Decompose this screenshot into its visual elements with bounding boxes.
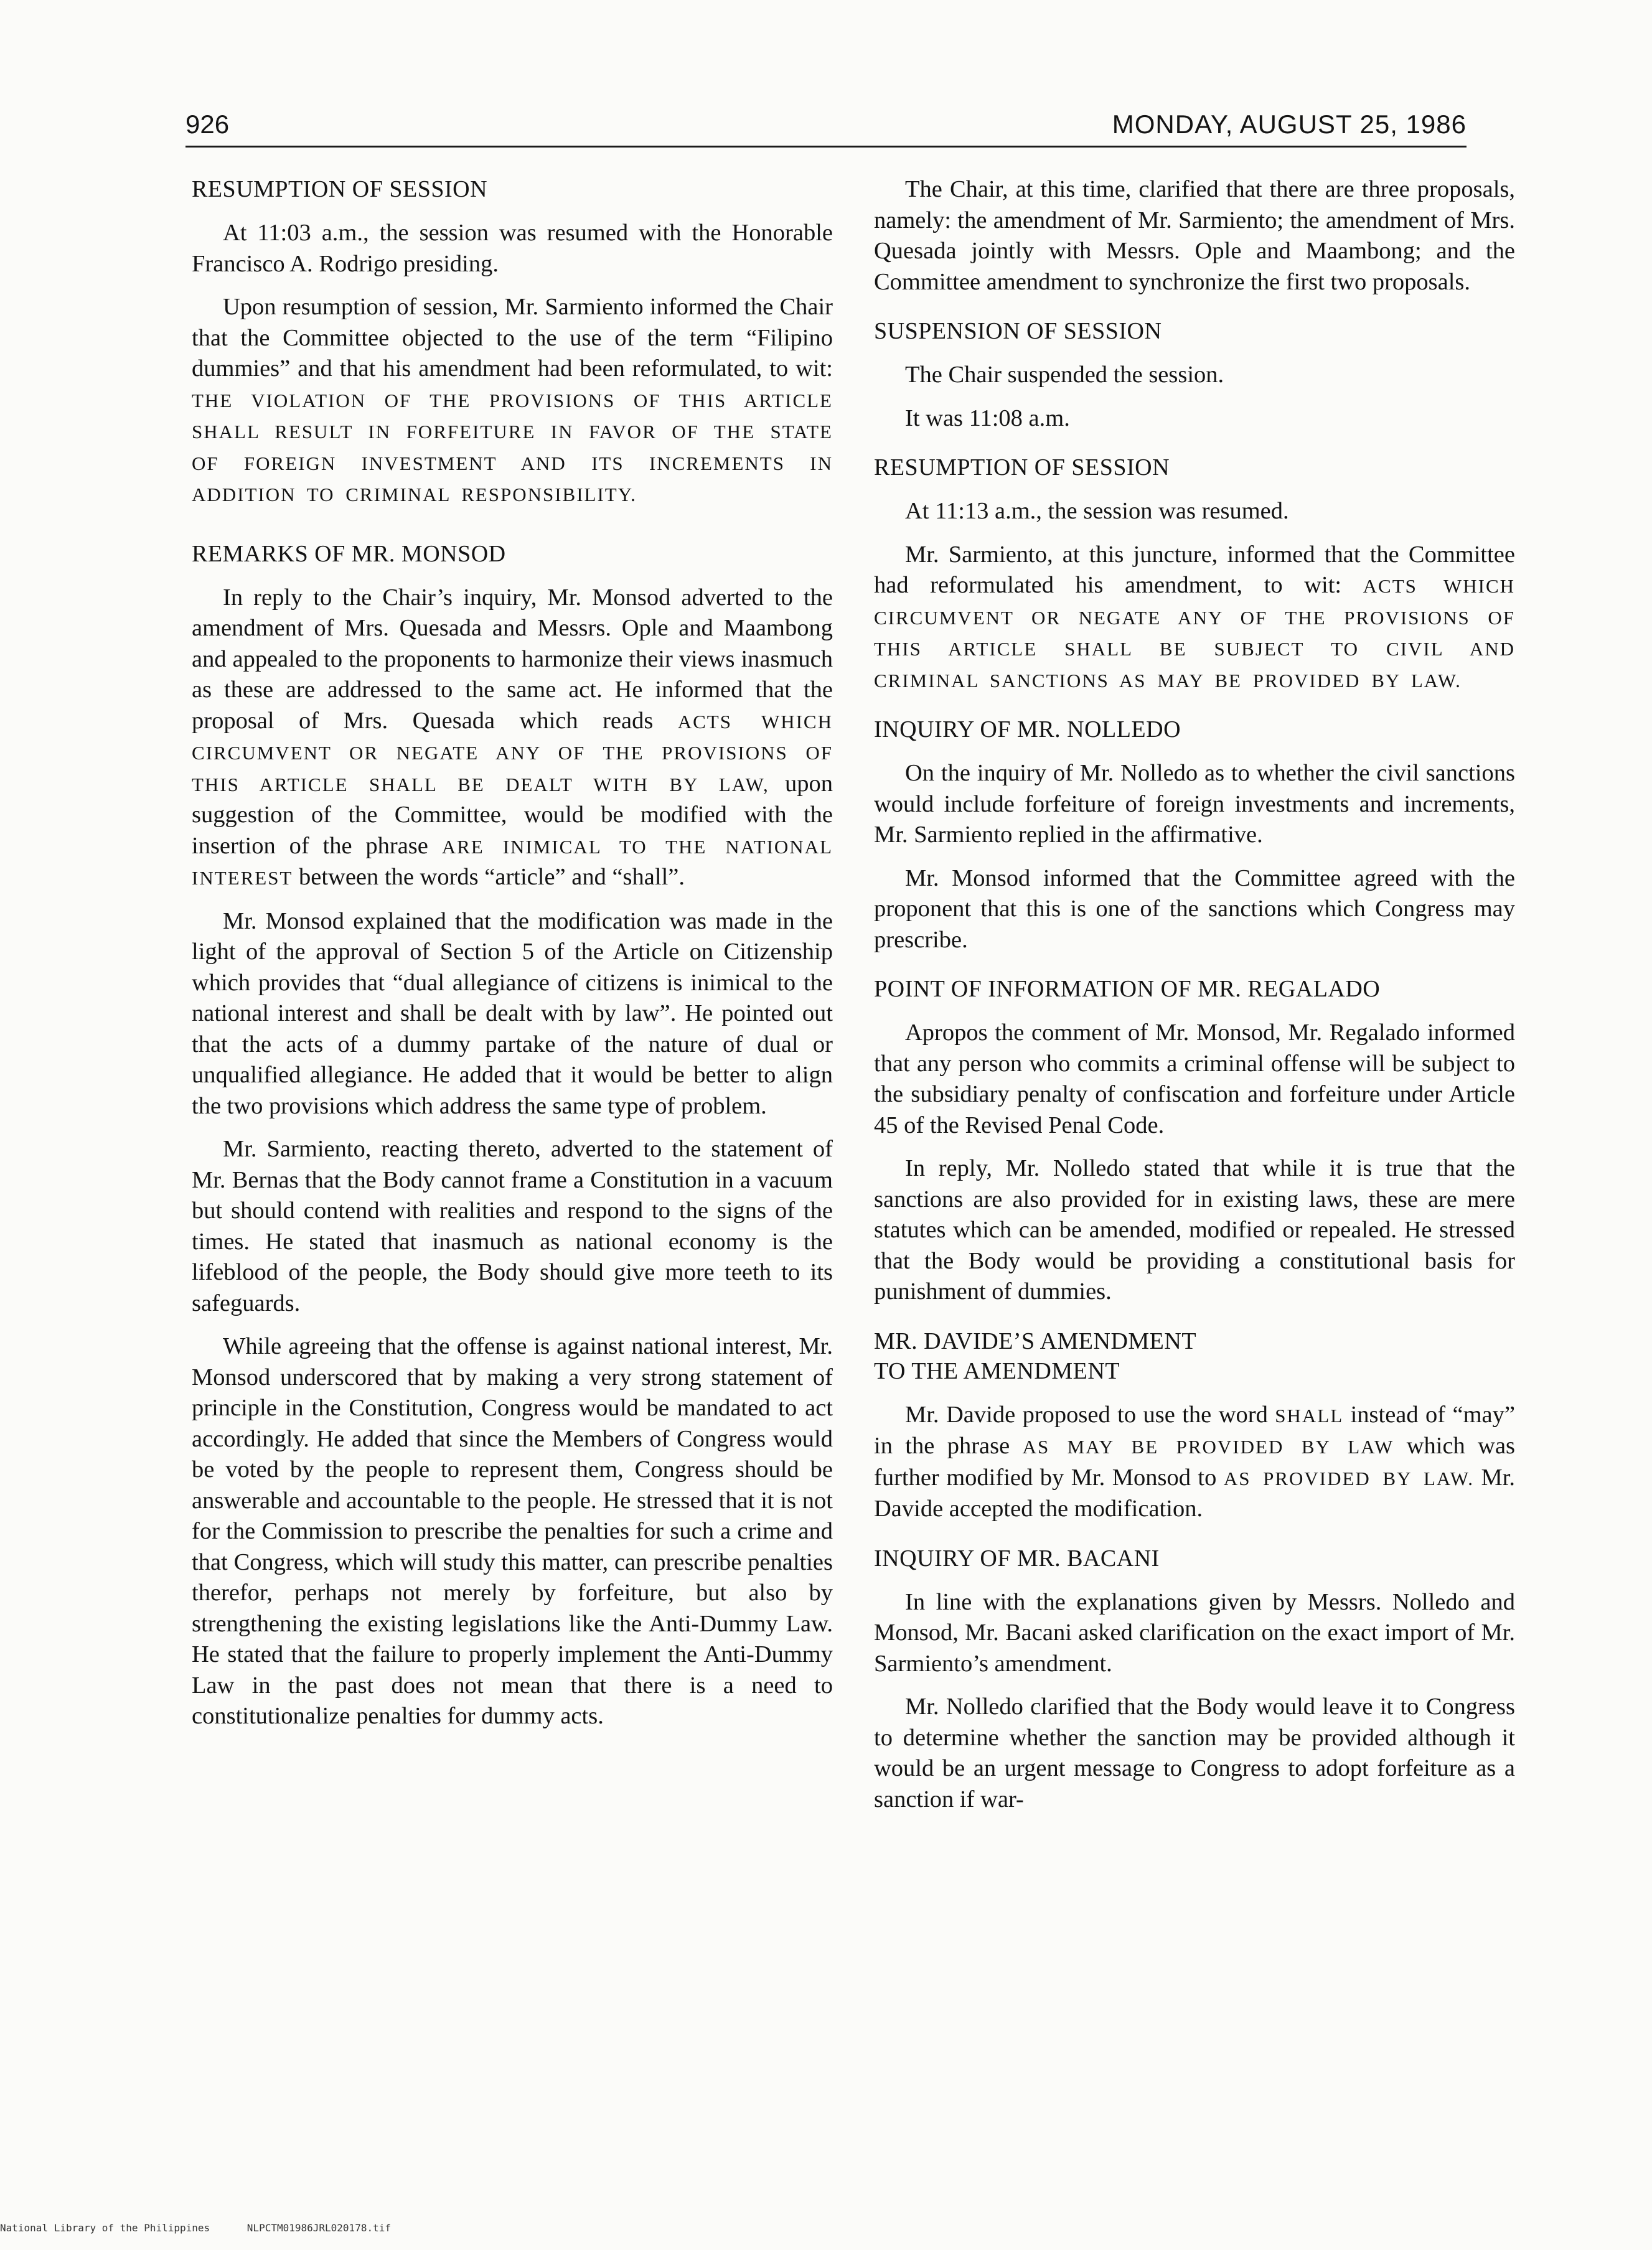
page-number: 926 [185,110,230,139]
amendment-text: ACTS WHICH CIRCUMVENT OR NEGATE ANY OF THE PROVISIONS OF THIS ARTICLE SHALL BE DEALT WITH BY LAW, [192,710,833,795]
paragraph-text: Mr. Davide proposed to use the word [905,1401,1268,1428]
section-remarks-monsod [192,539,833,1732]
amendment-text: SHALL [1275,1404,1344,1427]
paragraph [874,540,1515,696]
paragraph-text: upon suggestion of the Committee, would be modified with the insertion of the phrase [192,770,833,859]
amendment-text: AS MAY BE PROVIDED BY LAW [1022,1436,1394,1458]
right-column [874,174,1515,1844]
paragraph: Mr. Monsod informed that the Committee agreed with the proponent that this is one of the sanctions which Congress may prescribe. [874,865,1515,953]
paragraph: The Chair, at this time, clarified that there are three proposals, namely: the amendment of Mr. Sarmiento; the amendment of Mrs. Quesada jointly with Messrs. Ople and Maambong; and the Committee amendment to synchronize the first two proposals. [874,176,1515,295]
paragraph-text: Upon resumption of session, Mr. Sarmiento informed the Chair that the Committee objected to the use of the term “Filipino dummies” and that his amendment had been reformulated, to wit: [192,294,833,382]
paragraph-text: between the words “article” and “shall”. [299,864,685,890]
section-heading: SUSPENSION OF SESSION [874,318,1162,344]
amendment-text: ARE INIMICAL TO THE NATIONAL INTEREST [192,835,833,889]
heading-line: TO THE AMENDMENT [874,1357,1120,1384]
section-suspension-of-session [874,316,1515,434]
paragraph: At 11:13 a.m., the session was resumed. [905,498,1289,524]
scan-filename: NLPCTM01986JRL020178.tif [246,2222,391,2234]
left-column [192,174,833,1761]
paragraph [192,583,833,894]
paragraph: Mr. Nolledo clarified that the Body would leave it to Congress to determine whether the sanction may be provided although it would be an urgent message to Congress to adopt forfeiture as a sanction if war- [874,1694,1515,1812]
paragraph-text: Mr. Davide accepted the modification. [874,1464,1515,1522]
section-heading: POINT OF INFORMATION OF MR. REGALADO [874,976,1381,1002]
paragraph-text: Mr. Sarmiento, at this juncture, informed that the Committee had reformulated his amendment, to wit: [874,541,1515,598]
page-header [185,105,1467,148]
paragraph [192,292,833,510]
amendment-text: ACTS WHICH CIRCUMVENT OR NEGATE ANY OF THE PROVISIONS OF THIS ARTICLE SHALL BE SUBJECT TO CIVIL AND CRIMINAL SANCTIONS AS MAY BE PROVIDED BY LAW. [874,575,1516,691]
section-heading: RESUMPTION OF SESSION [874,454,1170,480]
paragraph-text: instead of “may” in the phrase [874,1401,1515,1459]
section-inquiry-nolledo [874,715,1515,955]
paragraph: The Chair suspended the session. [905,362,1224,388]
section-resumption-of-session-2 [874,452,1515,696]
paragraph: In line with the explanations given by Messrs. Nolledo and Monsod, Mr. Bacani asked clarification on the exact import of Mr. Sarmiento’s amendment. [874,1588,1515,1677]
heading-line: MR. DAVIDE’S AMENDMENT [874,1328,1197,1354]
paragraph-text: In reply to the Chair’s inquiry, Mr. Monsod adverted to the amendment of Mrs. Quesada and Messrs. Ople and Maambong and appealed to the proponents to harmonize their views inasmuch as these are addressed to the same act. He informed that the proposal of Mrs. Quesada which reads [192,584,833,734]
library-credit: National Library of the Philippines [0,2222,210,2234]
paragraph-text: which was further modified by Mr. Monsod to [874,1433,1516,1491]
amendment-text: THE VIOLATION OF THE PROVISIONS OF THIS ARTICLE SHALL RESULT IN FORFEITURE IN FAVOR OF THE STATE OF FOREIGN INVESTMENT AND ITS INCREMENTS IN ADDITION TO CRIMINAL RESPONSIBILITY. [192,389,833,505]
paragraph: Mr. Monsod explained that the modification was made in the light of the approval of Section 5 of the Article on Citizenship which provides that “dual allegiance of citizens is inimical to the national interest and shall be dealt with by law”. He pointed out that the acts of a dummy partake of the nature of dual or unqualified allegiance. He added that it would be better to align the two provisions which address the same type of problem. [192,907,833,1119]
section-inquiry-bacani [874,1544,1515,1816]
paragraph [874,1400,1515,1525]
paragraph: At 11:03 a.m., the session was resumed with the Honorable Francisco A. Rodrigo presiding. [192,220,833,277]
amendment-text: AS PROVIDED BY LAW. [1223,1467,1474,1489]
section-heading: INQUIRY OF MR. NOLLEDO [874,716,1181,743]
page-date: MONDAY, AUGUST 25, 1986 [1112,110,1467,139]
section-heading: INQUIRY OF MR. BACANI [874,1545,1160,1572]
section-point-of-information-regalado [874,974,1515,1308]
scan-footer [0,2222,422,2234]
section-heading: REMARKS OF MR. MONSOD [192,540,506,567]
section-heading [874,1326,1515,1386]
paragraph: It was 11:08 a.m. [905,405,1070,431]
continuation-block [874,174,1515,298]
paragraph: Apropos the comment of Mr. Monsod, Mr. Regalado informed that any person who commits a criminal offense will be subject to the subsidiary penalty of confiscation and forfeiture under Article 45 of the Revised Penal Code. [874,1020,1515,1138]
paragraph: On the inquiry of Mr. Nolledo as to whether the civil sanctions would include forfeiture of foreign investments and increments, Mr. Sarmiento replied in the affirmative. [874,760,1515,848]
section-heading: RESUMPTION OF SESSION [192,176,488,202]
paragraph: While agreeing that the offense is against national interest, Mr. Monsod underscored that by making a very strong statement of principle in the Constitution, Congress would be mandated to act accordingly. He added that since the Members of Congress would be voted by the people to represent them, Congress should be answerable and accountable to the people. He stressed that it is not for the Commission to prescribe the penalties for such a crime and that Congress, which will study this matter, can prescribe penalties therefor, perhaps not merely by forfeiture, but also by strengthening the existing legislations like the Anti-Dummy Law. He stated that the failure to properly implement the Anti-Dummy Law in the past does not mean that there is a need to constitutionalize penalties for dummy acts. [192,1333,833,1729]
section-resumption-of-session [192,174,833,510]
section-davide-amendment [874,1326,1515,1525]
paragraph: Mr. Sarmiento, reacting thereto, adverted to the statement of Mr. Bernas that the Body cannot frame a Constitution in a vacuum but should contend with realities and respond to the signs of the times. He stated that inasmuch as national economy is the lifeblood of the people, the Body should give more teeth to its safeguards. [192,1136,833,1316]
paragraph: In reply, Mr. Nolledo stated that while it is true that the sanctions are also provided for in existing laws, these are mere statutes which can be amended, modified or repealed. He stressed that the Body would be providing a constitutional basis for punishment of dummies. [874,1155,1515,1305]
